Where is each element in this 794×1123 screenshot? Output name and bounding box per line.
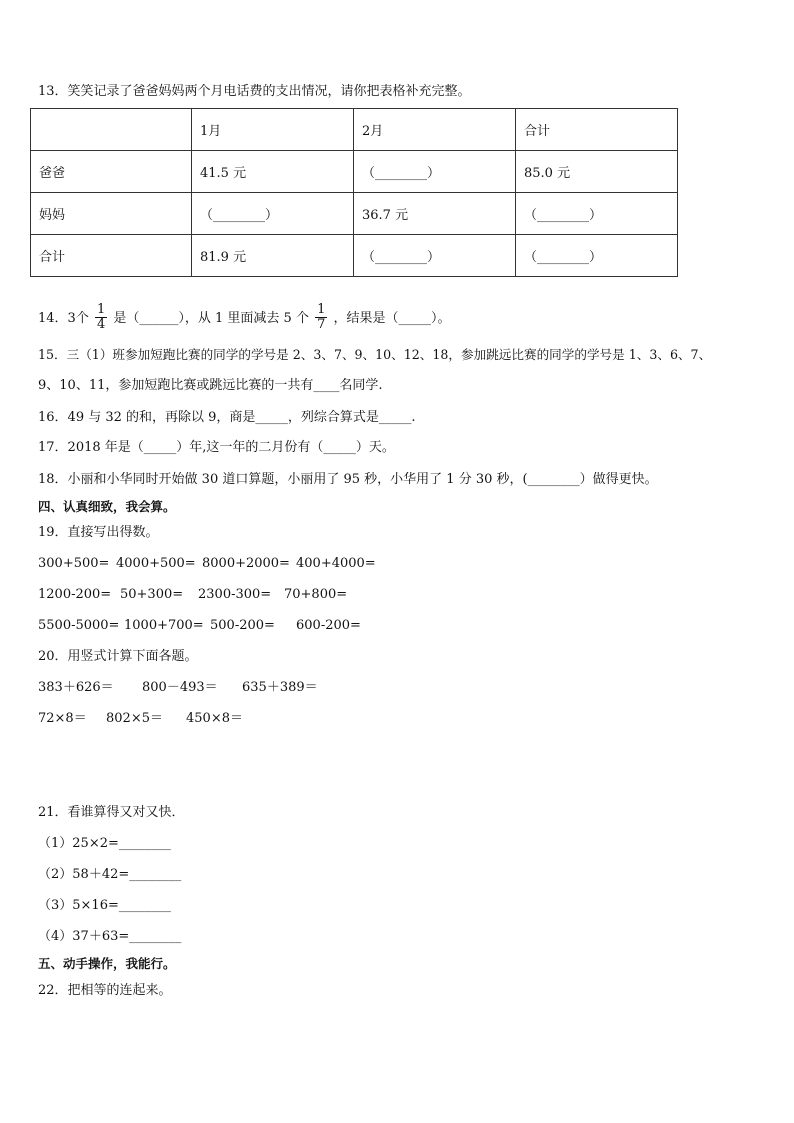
table-cell: 爸爸: [31, 151, 192, 193]
q21-title: 21．看谁算得又对又快．: [38, 805, 185, 820]
q15-line1: 15．三（1）班参加短跑比赛的同学的学号是 2、3、7、9、10、12、18，参加跳远比赛的同学的学号是 1、3、6、7、: [38, 347, 712, 362]
q20-title: 20．用竖式计算下面各题。: [38, 649, 198, 664]
table-cell[interactable]: （________）: [354, 151, 516, 193]
q14-part2: 是（______），从 1 里面减去 5 个: [113, 311, 309, 326]
q18-text: 18．小丽和小华同时开始做 30 道口算题，小丽用了 95 秒，小华用了 1 分 30 秒，(________）做得更快。: [38, 472, 658, 487]
calc-item: 4000+500=: [116, 556, 196, 571]
table-cell: 85.0 元: [516, 151, 678, 193]
calc-item: 802×5＝: [106, 711, 163, 726]
table-row: [31, 193, 678, 235]
fraction-one-quarter: [95, 303, 107, 332]
section5-title: 五、动手操作，我能行。: [38, 956, 176, 971]
phone-bill-table: [30, 108, 678, 277]
q15-line2: 9、10、11，参加短跑比赛或跳远比赛的一共有____名同学.: [38, 378, 383, 393]
table-cell: 41.5 元: [192, 151, 354, 193]
q19-title: 19．直接写出得数。: [38, 525, 159, 540]
q14-part1: 14．3个: [38, 311, 89, 326]
calc-item: 635＋389＝: [242, 680, 318, 695]
table-cell: 2月: [354, 109, 516, 151]
calc-item: 1200-200=: [38, 587, 112, 602]
table-cell: 1月: [192, 109, 354, 151]
fraction-numerator: 1: [317, 302, 326, 317]
table-cell: [31, 109, 192, 151]
table-cell: 36.7 元: [354, 193, 516, 235]
calc-item: 70+800=: [284, 587, 348, 602]
q14-part3: ，结果是（_____）。: [333, 311, 451, 326]
q17-text: 17．2018 年是（_____）年,这一年的二月份有（_____）天。: [38, 440, 395, 455]
table-row: [31, 151, 678, 193]
q13-text: 13．笑笑记录了爸爸妈妈两个月电话费的支出情况，请你把表格补充完整。: [38, 84, 471, 99]
q21-item: （1）25×2=________: [38, 836, 171, 851]
q14-line: [38, 304, 451, 334]
table-cell: 81.9 元: [192, 235, 354, 277]
table-cell[interactable]: （________）: [354, 235, 516, 277]
calc-item: 72×8＝: [38, 711, 87, 726]
calc-item: 500-200=: [210, 618, 275, 633]
calc-item: 800－493＝: [142, 680, 218, 695]
calc-item: 5500-5000=: [38, 618, 120, 633]
table-cell[interactable]: （________）: [516, 235, 678, 277]
fraction-one-seventh: [315, 303, 327, 332]
calc-item: 8000+2000=: [202, 556, 290, 571]
calc-item: 50+300=: [120, 587, 184, 602]
q21-item: （4）37＋63=________: [38, 929, 182, 944]
table-cell: 妈妈: [31, 193, 192, 235]
q16-text: 16．49 与 32 的和，再除以 9，商是_____，列综合算式是_____.: [38, 410, 416, 425]
q21-item: （2）58＋42=________: [38, 867, 182, 882]
table-cell[interactable]: （________）: [516, 193, 678, 235]
calc-item: 400+4000=: [296, 556, 376, 571]
section4-title: 四、认真细致，我会算。: [38, 499, 176, 514]
calc-item: 1000+700=: [124, 618, 204, 633]
table-cell: 合计: [516, 109, 678, 151]
q21-item: （3）5×16=________: [38, 898, 171, 913]
table-header-row: [31, 109, 678, 151]
calc-item: 600-200=: [296, 618, 361, 633]
table-row: [31, 235, 678, 277]
calc-item: 450×8＝: [186, 711, 243, 726]
calc-item: 383＋626＝: [38, 680, 114, 695]
fraction-denominator: 7: [317, 317, 326, 332]
table-cell[interactable]: （________）: [192, 193, 354, 235]
table-cell: 合计: [31, 235, 192, 277]
calc-item: 2300-300=: [198, 587, 272, 602]
q22-title: 22．把相等的连起来。: [38, 983, 172, 998]
fraction-denominator: 4: [96, 317, 106, 332]
fraction-numerator: 1: [96, 302, 106, 317]
calc-item: 300+500=: [38, 556, 110, 571]
